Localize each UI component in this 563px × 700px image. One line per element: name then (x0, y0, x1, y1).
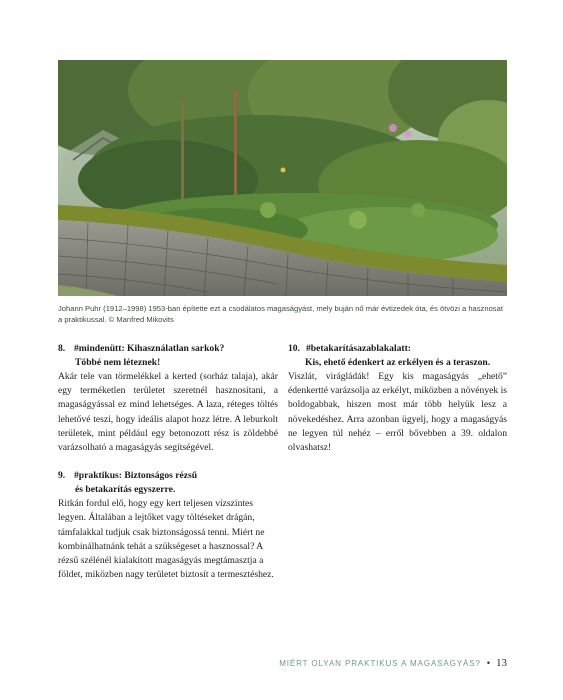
section-8-title: #mindenütt: Kihasználatlan sarkok? (74, 343, 225, 354)
page-footer (279, 657, 507, 669)
caption-line-2: a praktikussal. © Manfred Mikovits (58, 315, 174, 324)
section-8-subtitle: Többé nem léteznek! (75, 357, 161, 368)
raised-bed-illustration (58, 60, 507, 296)
section-10-heading (288, 342, 507, 370)
caption-line-1: Johann Puhr (1912–1998) 1953-ban építette ezt a csodálatos magaságyást, mely buján nő már évtizedek óta, és ötvözi a hasznosat (58, 304, 503, 313)
left-column (58, 342, 278, 582)
section-10-subtitle: Kis, ehető édenkert az erkélyen és a teraszon. (305, 357, 491, 368)
section-9-title: #praktikus: Biztonságos rézsű (74, 470, 198, 482)
garden-photo (58, 60, 507, 296)
section-10-number: 10. (288, 343, 300, 354)
running-title: MIÉRT OLYAN PRAKTIKUS A MAGASÁGYÁS? (279, 658, 481, 668)
section-9-number: 9. (58, 470, 66, 482)
section-8-number: 8. (58, 343, 66, 354)
section-10-body: Viszlát, virágládák! Egy kis magaságyás „ehető” édenkertté varázsolja az erkélyt, miközben a növények is boldogabbak, hiszen most már több helyük lesz a növekedéshez. Arra azonban ügyelj, hogy a magaságyás ne legyen túl nehéz – erről bővebben a 39. oldalon olvashatsz! (288, 371, 507, 454)
page-number: 13 (496, 657, 507, 669)
section-8-body: Akár tele van törmelékkel a kerted (sorház talaja), akár egy terméketlen területet szeretnél hasznosítani, a magaságyással ez mind lehetséges. A laza, réteges töltés lehetővé teszi, hogy ideális alapot hozz létre. A leburkolt területek, mint például egy betonozott rész is zöldebbé varázsolható a magaságyás segítségével. (58, 371, 278, 454)
section-9-body: Ritkán fordul elő, hogy egy kert teljesen vízszintes legyen. Általában a lejtőket vagy töltéseket drágán, támfalakkal tudjuk csak biztonságossá tenni. Miért ne kombinálhatnánk tehát a szükségeset a hasznossal? A rézsű szélénél kialakított magaságyás megtámasztja a földet, miközben nagy területet biztosít a termesztéshez. (58, 498, 274, 581)
section-9-heading (58, 469, 278, 497)
photo-caption (58, 303, 507, 325)
section-8-heading (58, 342, 278, 370)
footer-bullet: • (486, 658, 490, 668)
right-column (288, 342, 507, 455)
section-10-title: #betakarításazablakalatt: (306, 343, 411, 354)
section-9-subtitle: és betakarítás egyszerre. (75, 484, 176, 496)
